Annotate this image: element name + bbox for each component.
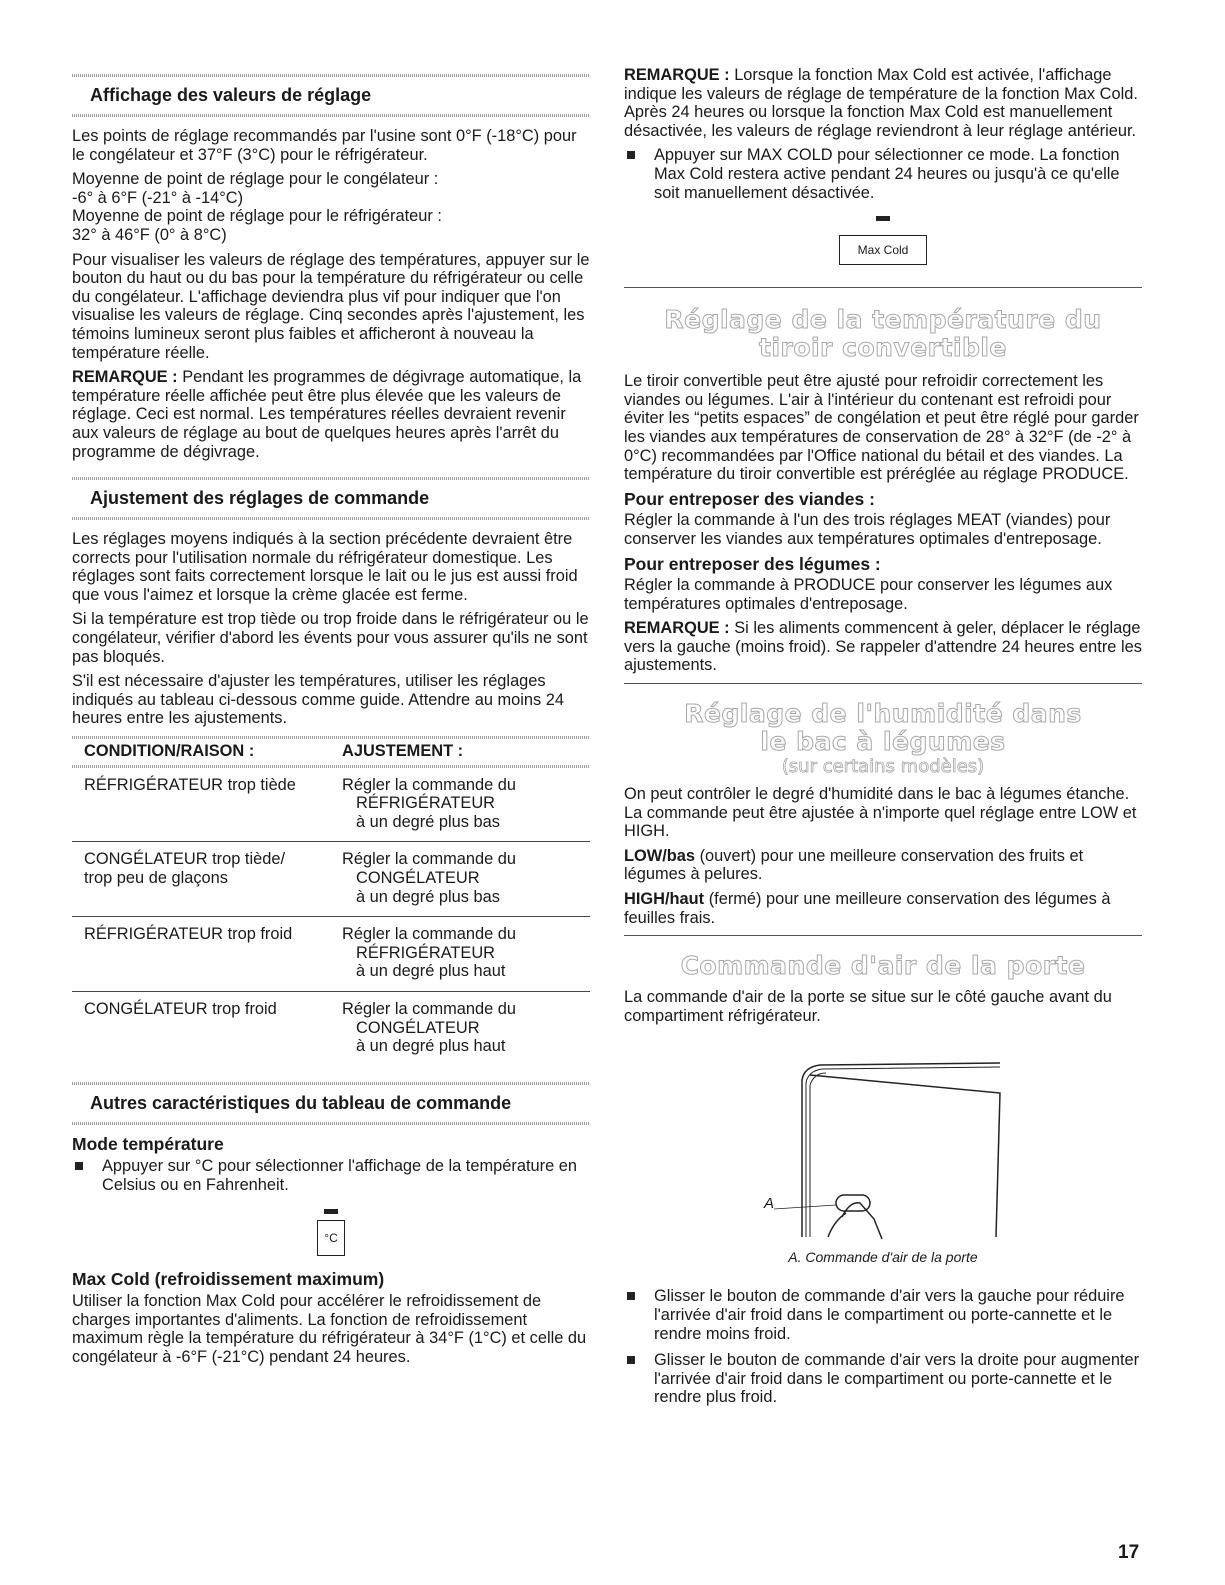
setting-label-low: LOW/bas (624, 846, 696, 865)
paragraph: Moyenne de point de réglage pour le réfrigérateur : (72, 207, 442, 226)
cell-text: Régler la commande du (342, 999, 517, 1018)
cell-text: RÉFRIGÉRATEUR trop froid (84, 925, 293, 944)
left-column (72, 0, 590, 1367)
section-subtitle-humidite: (sur certains modèles) (781, 756, 985, 778)
figure-label-a: A (764, 1195, 775, 1213)
cell-text: CONGÉLATEUR (356, 869, 480, 887)
setting-text: (ouvert) pour une meilleure conservation des fruits et légumes à pelures. (624, 846, 1084, 884)
section-title-tiroir-2: tiroir convertible (759, 333, 1007, 363)
note-label: REMARQUE : (624, 66, 730, 84)
cell-text: CONGÉLATEUR trop tiède/ (84, 850, 286, 869)
right-column (624, 0, 1142, 1407)
table-header-ajustement: AJUSTEMENT : (342, 742, 464, 761)
subsection-title-mode: Mode température (72, 1133, 224, 1154)
paragraph: Utiliser la fonction Max Cold pour accélérer le refroidissement de charges importantes d'aliments. La fonction de refroidissement maximum règle la température du réfrigérateur à 34°F (1°C) et celle du congélateur à -6°F (-21°C) pendant 24 heures. (72, 1292, 587, 1366)
section-title-tiroir: Réglage de la température du (664, 305, 1102, 335)
cell-text: RÉFRIGÉRATEUR (356, 943, 496, 962)
note-text: Pendant les programmes de dégivrage automatique, la température réelle affichée peut être plus élevée que les valeurs de réglage. Ceci est normal. Les températures réelles devraient revenir aux valeurs de réglage au bout de quelques heures après l'arrêt du programme de dégivrage. (72, 368, 582, 461)
section-title-porte: Commande d'air de la porte (680, 951, 1086, 981)
celsius-button[interactable]: °C (317, 1220, 345, 1256)
note-text: Lorsque la fonction Max Cold est activée, l'affichage indique les valeurs de réglage de température de la fonction Max Cold. Après 24 heures ou lorsque la fonction Max Cold est manuellement désactivée, les valeurs de réglage reviendront à leur réglage antérieur. (624, 66, 1138, 140)
section-title-humidite-2: le bac à légumes (760, 727, 1006, 757)
bullet-item: Glisser le bouton de commande d'air vers la gauche pour réduire l'arrivée d'air froid dans le compartiment ou porte-cannette et le rendre moins froid. (624, 1287, 1142, 1343)
indicator-dash (324, 1209, 338, 1214)
door-illustration (624, 1045, 1142, 1241)
section-title-humidite: Réglage de l'humidité dans (684, 699, 1082, 729)
paragraph (624, 890, 1142, 927)
paragraph: S'il est nécessaire d'ajuster les températures, utiliser les réglages indiqués au tableau ci-dessous comme guide. Attendre au moins 24 heures entre les ajustements. (72, 672, 565, 728)
adjustment-table-body (72, 768, 590, 1066)
cell-text: à un degré plus haut (356, 962, 506, 981)
paragraph: On peut contrôler le degré d'humidité dans le bac à légumes étanche. La commande peut être ajustée à n'importe quel réglage entre LOW et HIGH. (624, 785, 1137, 841)
table-row (72, 992, 590, 1066)
section-heading-ajustement: Ajustement des réglages de commande (90, 488, 430, 509)
note-paragraph (72, 368, 590, 461)
indicator-dash (876, 216, 890, 221)
cell-text: à un degré plus haut (356, 1037, 506, 1056)
paragraph: Les points de réglage recommandés par l'usine sont 0°F (-18°C) pour le congélateur et 37°F (3°C) pour le réfrigérateur. (72, 127, 577, 164)
cell-text: Régler la commande du (342, 850, 517, 869)
paragraph: Moyenne de point de réglage pour le congélateur : (72, 170, 439, 189)
note-text: Si les aliments commencent à geler, déplacer le réglage vers la gauche (moins froid). Se rappeler d'attendre 24 heures entre les ajustements. (624, 619, 1142, 675)
paragraph: Régler la commande à l'un des trois réglages MEAT (viandes) pour conserver les viandes aux températures optimales d'entreposage. (624, 511, 1111, 548)
paragraph: Les réglages moyens indiqués à la section précédente devraient être corrects pour l'utilisation normale du réfrigérateur domestique. Les réglages sont faits correctement lorsque le lait ou le jus est aussi froid que vous l'aimez et lorsque la crème glacée est ferme. (72, 530, 578, 604)
paragraph (624, 847, 1142, 884)
table-cell-ajustement (342, 992, 590, 1066)
note-paragraph (624, 619, 1142, 675)
cell-text: à un degré plus bas (356, 887, 500, 906)
cell-text: RÉFRIGÉRATEUR (356, 794, 496, 813)
subsection-title-viandes: Pour entreposer des viandes : (624, 488, 875, 509)
page-number: 17 (1118, 1542, 1140, 1563)
subsection-title-legumes: Pour entreposer des légumes : (624, 553, 881, 574)
bullet-item: Appuyer sur MAX COLD pour sélectionner ce mode. La fonction Max Cold restera active pendant 24 heures ou jusqu'à ce qu'elle soit manuellement désactivée. (624, 146, 1142, 202)
paragraph: Si la température est trop tiède ou trop froide dans le réfrigérateur ou le congélateur, vérifier d'abord les évents pour vous assurer qu'ils ne sont pas bloqués. (72, 610, 589, 666)
paragraph: 32° à 46°F (0° à 8°C) (72, 225, 227, 244)
table-header-condition: CONDITION/RAISON : (84, 742, 255, 761)
setting-text: (fermé) pour une meilleure conservation des légumes à feuilles frais. (624, 890, 1111, 927)
adjustment-table (72, 739, 590, 765)
paragraph: -6° à 6°F (-21° à -14°C) (72, 188, 244, 207)
cell-text: Régler la commande du (342, 925, 517, 944)
table-row (72, 842, 590, 916)
table-cell-ajustement (342, 768, 590, 842)
table-cell-ajustement (342, 917, 590, 991)
note-label: REMARQUE : (72, 368, 178, 387)
table-cell-condition (72, 768, 342, 842)
table-cell-ajustement (342, 842, 590, 916)
bullet-item: Appuyer sur °C pour sélectionner l'affichage de la température en Celsius ou en Fahrenheit. (72, 1157, 590, 1194)
table-cell-condition (72, 992, 342, 1066)
note-label: REMARQUE : (624, 619, 730, 638)
figure-caption: A. Commande d'air de la porte (788, 1249, 978, 1266)
cell-text: CONGÉLATEUR trop froid (84, 999, 277, 1018)
table-row (72, 768, 590, 842)
note-paragraph (624, 66, 1142, 140)
bullet-item: Glisser le bouton de commande d'air vers la droite pour augmenter l'arrivée d'air froid dans le compartiment ou porte-cannette et le rendre plus froid. (624, 1351, 1142, 1407)
cell-text: RÉFRIGÉRATEUR trop tiède (84, 775, 296, 794)
cell-text: Régler la commande du (342, 775, 517, 794)
cell-text: trop peu de glaçons (84, 869, 228, 887)
max-cold-button[interactable]: Max Cold (839, 235, 927, 265)
paragraph: La commande d'air de la porte se situe sur le côté gauche avant du compartiment réfrigérateur. (624, 988, 1112, 1025)
subsection-title-maxcold: Max Cold (refroidissement maximum) (72, 1268, 385, 1289)
table-cell-condition (72, 917, 342, 991)
table-cell-condition (72, 842, 342, 916)
door-air-control-figure (624, 1045, 1142, 1241)
paragraph: Le tiroir convertible peut être ajusté pour refroidir correctement les viandes ou légumes. L'air à l'intérieur du contenant est refroidi pour éviter les “petits espaces” de congélation et peut être réglé pour garder les viandes aux températures de conservation de 28° à 32°F (de -2° à 0°C) recommandées par l'Office national du bétail et des viandes. La température du tiroir convertible est préréglée au réglage PRODUCE. (624, 372, 1139, 484)
cell-text: à un degré plus bas (356, 812, 500, 831)
cell-text: CONGÉLATEUR (356, 1018, 480, 1037)
setting-label-high: HIGH/haut (624, 890, 705, 909)
table-header-row (72, 739, 590, 765)
paragraph: Régler la commande à PRODUCE pour conserver les légumes aux températures optimales d'entreposage. (624, 576, 1113, 613)
paragraph: Pour visualiser les valeurs de réglage des températures, appuyer sur le bouton du haut ou du bas pour la température du réfrigérateur ou celle du congélateur. L'affichage deviendra plus vif pour indiquer que l'on visualise les valeurs de réglage. Cinq secondes après l'ajustement, les témoins lumineux seront plus faibles et afficheront à nouveau la température réelle. (72, 250, 590, 362)
section-heading-affichage: Affichage des valeurs de réglage (90, 85, 372, 105)
table-row (72, 917, 590, 991)
section-heading-autres: Autres caractéristiques du tableau de commande (90, 1092, 512, 1113)
